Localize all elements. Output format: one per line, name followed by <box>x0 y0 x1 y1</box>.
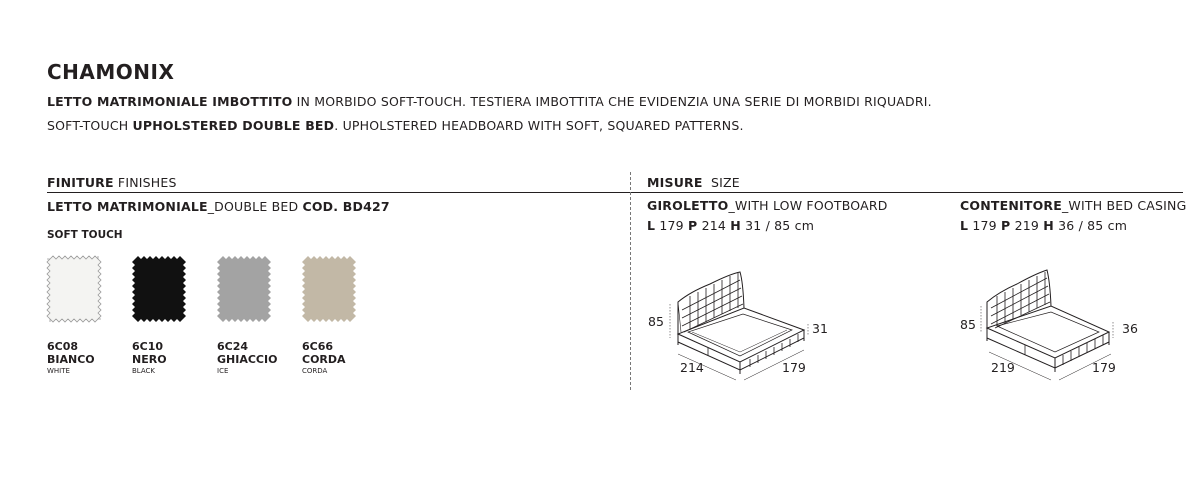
swatch-corda-code: 6C66 <box>302 340 334 353</box>
dim-value-p: 219 <box>1014 218 1040 233</box>
label-side-giroletto: 31 <box>812 321 828 336</box>
variant-title-contenitore <box>960 198 1186 213</box>
label-length-contenitore: 219 <box>991 360 1015 375</box>
finishes-item-code: COD. BD427 <box>302 199 390 214</box>
description-english-pre: SOFT-TOUCH <box>47 118 133 133</box>
swatch-ghiaccio-fabric <box>217 256 271 322</box>
variant-name-it: CONTENITORE <box>960 198 1062 213</box>
dim-letter-h: H <box>730 218 741 233</box>
finishes-header <box>47 175 177 190</box>
swatch-ghiaccio-name: GHIACCIO <box>217 353 278 366</box>
dim-value-l: 179 <box>972 218 997 233</box>
finish-group-label: SOFT TOUCH <box>47 229 123 241</box>
description-italian-bold: LETTO MATRIMONIALE IMBOTTITO <box>47 94 293 109</box>
variant-name-en: _WITH BED CASING <box>1061 198 1187 213</box>
swatch-corda-name: CORDA <box>302 353 346 366</box>
swatch-bianco-name: BIANCO <box>47 353 95 366</box>
bed-drawing-giroletto <box>640 262 828 382</box>
swatch-nero-fabric <box>132 256 186 322</box>
bed-drawing-contenitore <box>955 262 1145 382</box>
finishes-item <box>47 199 390 214</box>
dim-letter-p: P <box>688 218 698 233</box>
finishes-header-en: FINISHES <box>113 175 177 190</box>
dim-value-l: 179 <box>659 218 684 233</box>
sizes-header-it: MISURE <box>647 175 703 190</box>
dim-letter-l: L <box>960 218 969 233</box>
swatch-corda-fabric <box>302 256 356 322</box>
dim-letter-p: P <box>1001 218 1011 233</box>
description-italian <box>47 94 932 109</box>
dim-letter-l: L <box>647 218 656 233</box>
swatch-ghiaccio-code: 6C24 <box>217 340 249 353</box>
label-width-contenitore: 179 <box>1092 360 1116 375</box>
swatch-bianco-fabric <box>47 256 101 322</box>
description-english-text: . UPHOLSTERED HEADBOARD WITH SOFT, SQUARED PATTERNS. <box>334 118 744 133</box>
label-length-giroletto: 214 <box>680 360 704 375</box>
sizes-header <box>647 175 740 190</box>
swatch-bianco-english: WHITE <box>47 367 70 375</box>
variant-title-giroletto <box>647 198 888 213</box>
label-width-giroletto: 179 <box>782 360 806 375</box>
column-divider <box>630 172 631 390</box>
description-italian-text: IN MORBIDO SOFT-TOUCH. TESTIERA IMBOTTITA CHE EVIDENZIA UNA SERIE DI MORBIDI RIQUADRI. <box>292 94 932 109</box>
section-divider <box>47 192 1183 193</box>
swatch-nero-code: 6C10 <box>132 340 164 353</box>
swatch-ghiaccio-english: ICE <box>217 367 229 375</box>
finishes-item-it: LETTO MATRIMONIALE <box>47 199 208 214</box>
label-height-giroletto: 85 <box>648 314 664 329</box>
dimensions-contenitore <box>960 218 1127 233</box>
swatch-nero-name: NERO <box>132 353 167 366</box>
product-title: CHAMONIX <box>47 60 175 84</box>
description-english <box>47 118 744 133</box>
variant-name-it: GIROLETTO <box>647 198 729 213</box>
swatch-nero-english: BLACK <box>132 367 156 375</box>
sizes-header-en: SIZE <box>702 175 740 190</box>
swatch-corda-english: CORDA <box>302 367 328 375</box>
description-english-bold: UPHOLSTERED DOUBLE BED <box>132 118 335 133</box>
dim-letter-h: H <box>1043 218 1054 233</box>
label-height-contenitore: 85 <box>960 317 976 332</box>
swatch-bianco-code: 6C08 <box>47 340 79 353</box>
dim-value-p: 214 <box>701 218 727 233</box>
finishes-item-en: _DOUBLE BED <box>207 199 303 214</box>
variant-name-en: _WITH LOW FOOTBOARD <box>728 198 888 213</box>
dim-value-h: 36 / 85 cm <box>1058 218 1128 233</box>
dimensions-giroletto <box>647 218 814 233</box>
dim-value-h: 31 / 85 cm <box>745 218 815 233</box>
finishes-header-it: FINITURE <box>47 175 114 190</box>
label-side-contenitore: 36 <box>1122 321 1138 336</box>
